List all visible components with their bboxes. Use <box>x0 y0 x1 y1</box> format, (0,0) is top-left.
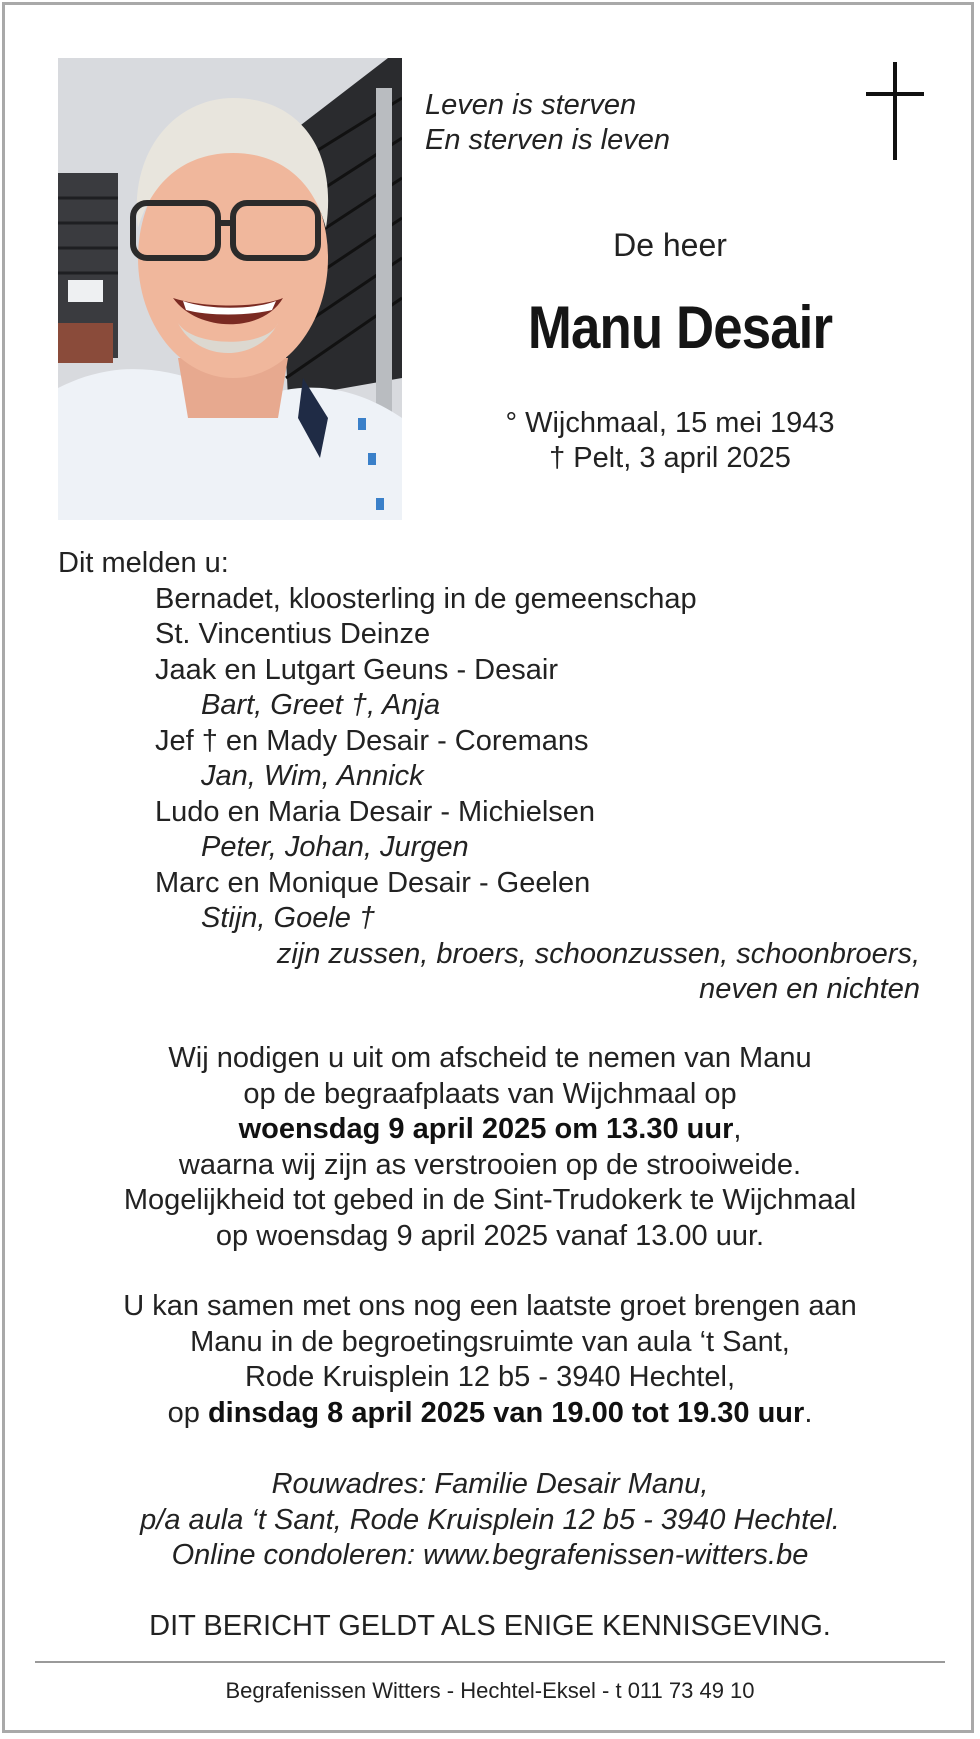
family-line: Bernadet, kloosterling in de gemeenschap <box>155 582 697 615</box>
family-line: Jef † en Mady Desair - Coremans <box>155 724 589 757</box>
condolence-link[interactable]: Online condoleren: www.begrafenissen-witters.be <box>171 1539 809 1571</box>
footer-credit: Begrafenissen Witters - Hechtel-Eksel - t 011 73 49 10 <box>225 1678 755 1703</box>
family-children: Peter, Johan, Jurgen <box>201 831 469 863</box>
visit-punct: . <box>804 1396 813 1429</box>
invitation-line: Wij nodigen u uit om afscheid te nemen van Manu <box>168 1042 812 1074</box>
family-line: St. Vincentius Deinze <box>155 618 431 650</box>
mourning-address <box>40 1467 940 1574</box>
notice-text: DIT BERICHT GELDT ALS ENIGE KENNISGEVING. <box>149 1610 831 1642</box>
family-closing-2: neven en nichten <box>699 973 920 1005</box>
verse <box>425 88 670 158</box>
ceremony-datetime: woensdag 9 april 2025 om 13.30 uur <box>238 1113 734 1145</box>
family-closing-1: zijn zussen, broers, schoonzussen, schoonbroers, <box>276 937 920 970</box>
family-intro: Dit melden u: <box>58 547 229 579</box>
ceremony-invitation <box>40 1041 940 1254</box>
divider <box>35 1661 945 1663</box>
invitation-line: waarna wij zijn as verstrooien op de strooiweide. <box>178 1148 802 1181</box>
visit-line: Manu in de begroetingsruimte van aula ‘t Sant, <box>190 1325 790 1358</box>
visit-line: Rode Kruisplein 12 b5 - 3940 Hechtel, <box>244 1361 736 1393</box>
invitation-punct: , <box>733 1113 742 1145</box>
cross-icon <box>865 62 925 160</box>
visit-pre: op <box>167 1396 208 1429</box>
family-children: Bart, Greet †, Anja <box>201 689 441 721</box>
deceased-name: Manu Desair <box>527 294 833 361</box>
verse-line-1: Leven is sterven <box>425 89 637 121</box>
family-line: Marc en Monique Desair - Geelen <box>155 866 591 899</box>
invitation-date-line <box>40 1112 940 1148</box>
family-list <box>58 546 928 1008</box>
invitation-line: op de begraafplaats van Wijchmaal op <box>243 1077 737 1110</box>
portrait-photo <box>58 58 402 520</box>
invitation-line: Mogelijkheid tot gebed in de Sint-Trudokerk te Wijchmaal <box>123 1184 857 1216</box>
family-children: Stijn, Goele † <box>201 902 376 934</box>
honorific: De heer <box>613 227 727 263</box>
birth-line: ° Wijchmaal, 15 mei 1943 <box>505 407 835 439</box>
visit-datetime: dinsdag 8 april 2025 van 19.00 tot 19.30 uur <box>207 1396 805 1429</box>
verse-line-2: En sterven is leven <box>425 124 671 156</box>
visitation-info <box>40 1289 940 1431</box>
family-line: Ludo en Maria Desair - Michielsen <box>155 795 596 828</box>
family-line: Jaak en Lutgart Geuns - Desair <box>155 653 558 686</box>
visit-date-line <box>40 1396 940 1432</box>
death-line: † Pelt, 3 april 2025 <box>549 442 791 474</box>
life-dates <box>440 406 900 476</box>
invitation-line: op woensdag 9 april 2025 vanaf 13.00 uur. <box>215 1219 765 1252</box>
address-line: Rouwadres: Familie Desair Manu, <box>271 1468 709 1500</box>
visit-line: U kan samen met ons nog een laatste groet brengen aan <box>123 1290 857 1322</box>
address-line: p/a aula ‘t Sant, Rode Kruisplein 12 b5 - 3940 Hechtel. <box>140 1503 840 1536</box>
family-children: Jan, Wim, Annick <box>201 760 424 792</box>
